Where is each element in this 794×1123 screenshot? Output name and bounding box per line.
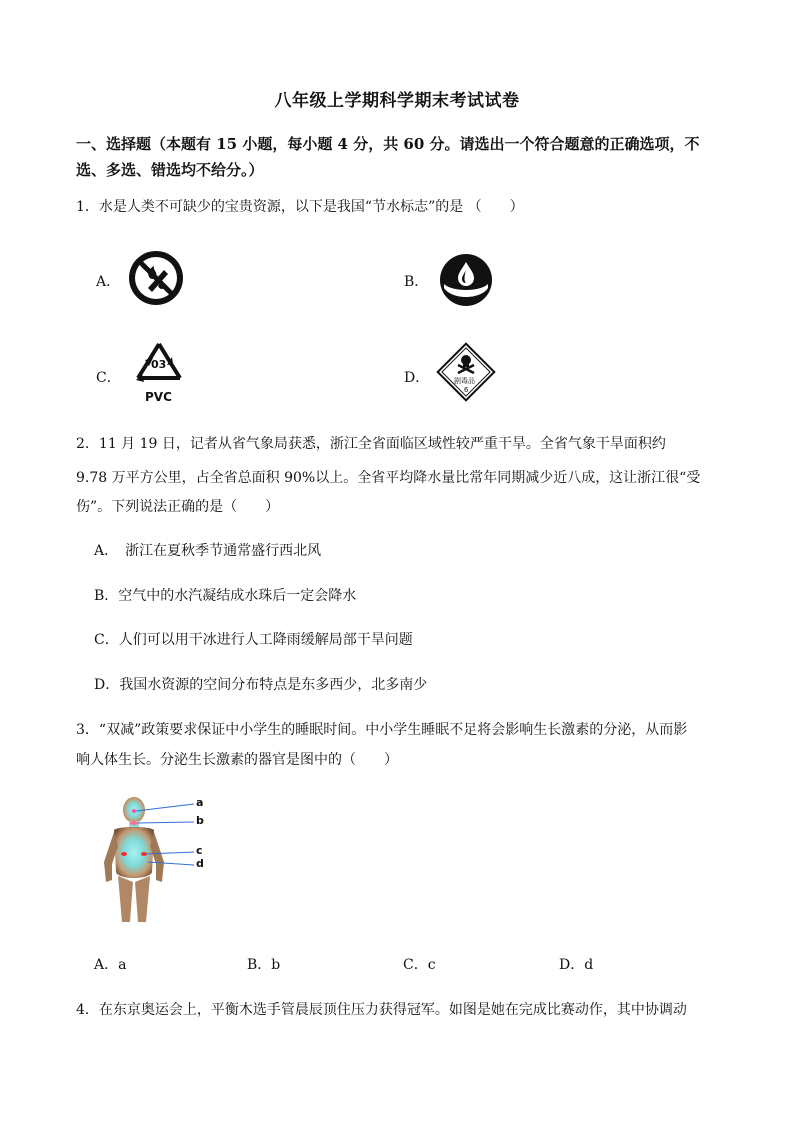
question-2-line-1: 2．11 月 19 日，记者从省气象局获悉，浙江全省面临区域性较严重干旱。全省气象干旱面积约 (76, 436, 666, 452)
water-drop-emblem-icon (438, 252, 494, 312)
question-2-line-2: 9.78 万平方公里，占全省总面积 90%以上。全省平均降水量比常年同期减少近八成，这让浙江很“受 (76, 470, 701, 486)
q1-option-b-label: B． (404, 274, 429, 290)
figure-label-d: d (196, 857, 204, 870)
question-2-line-3: 伤”。下列说法正确的是（ ） (76, 499, 280, 515)
q2-option-a: A． 浙江在夏秋季节通常盛行西北风 (94, 543, 322, 559)
toxic-label: 剧毒品 (454, 377, 475, 385)
q3-option-a: A．a (94, 957, 127, 973)
q2-option-b: B．空气中的水汽凝结成水珠后一定会降水 (94, 588, 357, 604)
q2-option-c: C．人们可以用干冰进行人工降雨缓解局部干旱问题 (94, 632, 413, 648)
q3-option-c: C．c (403, 957, 436, 973)
figure-label-c: c (196, 844, 203, 857)
figure-label-b: b (196, 814, 204, 827)
q1-option-a-label: A． (96, 274, 121, 290)
question-4-line-1: 4．在东京奥运会上，平衡木选手管晨辰顶住压力获得冠军。如图是她在完成比赛动作，其中协调动 (76, 1002, 687, 1018)
q3-option-d: D．d (559, 957, 594, 973)
pvc-text: PVC (145, 390, 172, 404)
question-3-line-1: 3．“双减”政策要求保证中小学生的睡眠时间。中小学生睡眠不足将会影响生长激素的分泌，从而影 (76, 722, 688, 738)
human-body-figure (96, 790, 226, 930)
no-fire-icon (126, 248, 186, 312)
q3-option-b: B．b (247, 957, 281, 973)
toxic-class-number: 6 (464, 386, 469, 394)
q1-option-c-label: C． (96, 370, 121, 386)
figure-label-a: a (196, 796, 204, 809)
section-heading: 一、选择题（本题有 15 小题，每小题 4 分，共 60 分。请选出一个符合题意的正确选项，不选、多选、错选均不给分。） (76, 135, 700, 179)
q1-option-d-label: D． (404, 370, 430, 386)
q2-option-d: D．我国水资源的空间分布特点是东多西少，北多南少 (94, 677, 428, 693)
page-title: 八年级上学期科学期末考试试卷 (274, 91, 520, 111)
question-3-line-2: 响人体生长。分泌生长激素的器官是图中的（ ） (76, 752, 398, 768)
question-1-stem: 1．水是人类不可缺少的宝贵资源，以下是我国“节水标志”的是 （ ） (76, 199, 524, 215)
pvc-recycle-icon (128, 340, 190, 406)
toxic-hazard-icon (434, 340, 498, 404)
pvc-code: 03 (151, 358, 167, 371)
